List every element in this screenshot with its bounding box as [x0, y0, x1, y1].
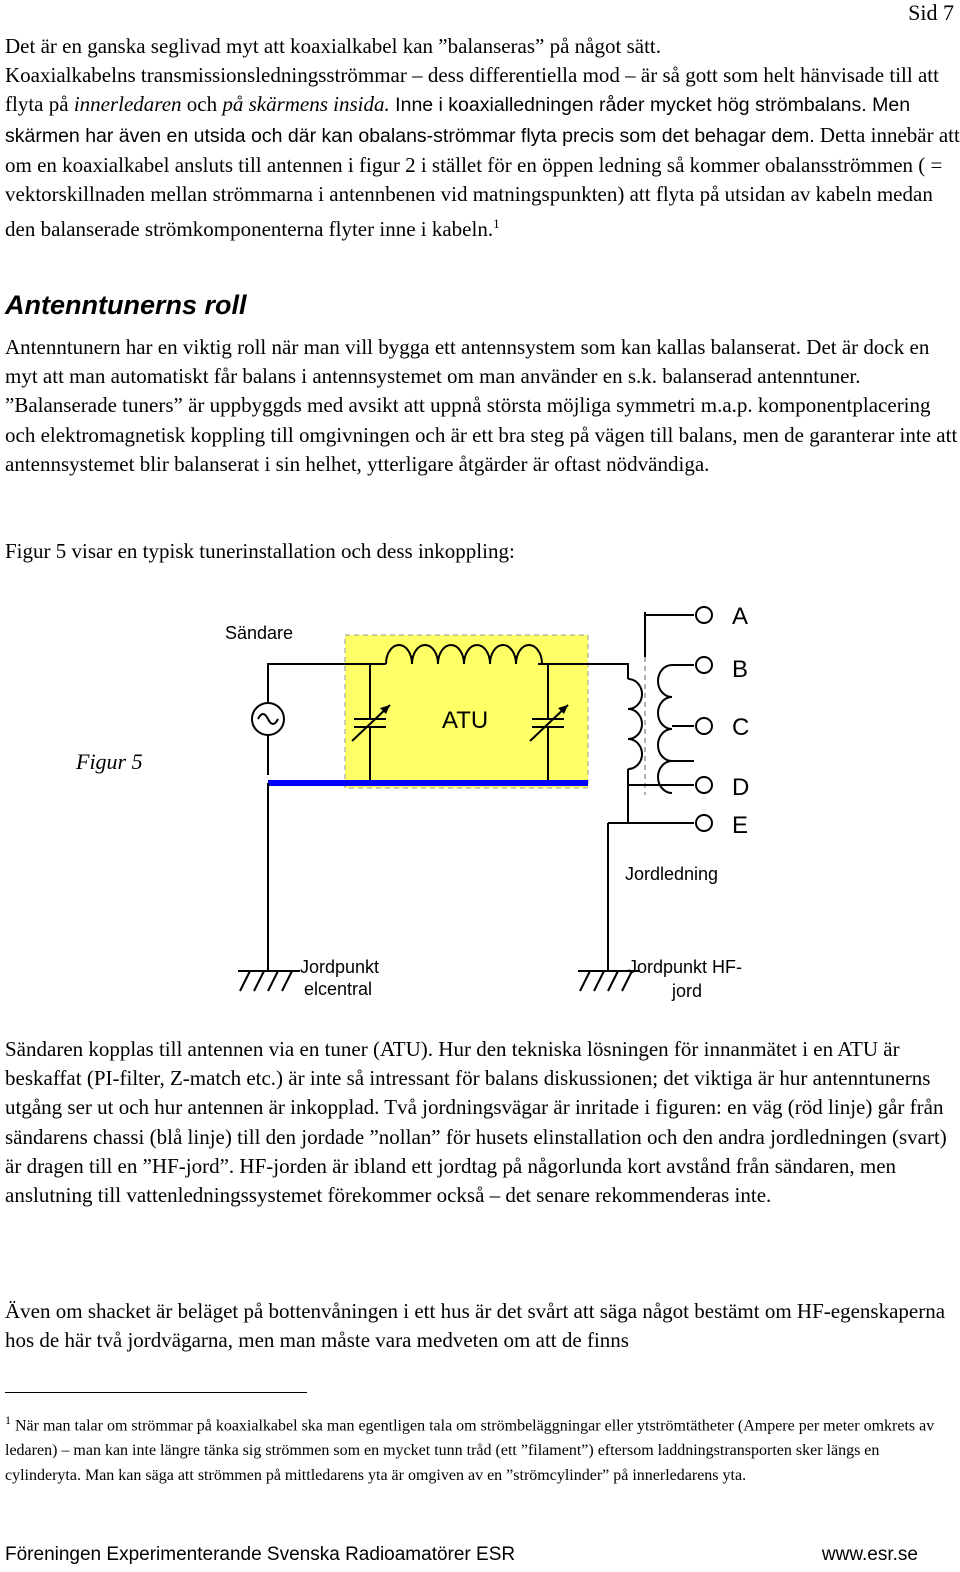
footnote	[5, 1408, 955, 1489]
intro-paragraph	[5, 32, 960, 244]
terminal-c	[696, 718, 712, 734]
transformer-secondary	[658, 665, 672, 793]
footnote-text: När man talar om strömmar på koaxialkabel ska man egentligen tala om strömbeläggningar eller ytströmtätheter (Ampere per meter omkrets av ledaren) – man kan inte längre tänka sig strömmen som en mycket tunn tråd (ett ”filament”) eftersom laddningstransporten sker längs en cylinderyta. Man kan säga att strömmen på mittledarens yta är omgiven av en ”strömcylinder” på innerledarens yta.	[5, 1417, 935, 1484]
intro-emph-innerledaren: innerledaren	[73, 92, 182, 117]
label-sender: Sändare	[225, 623, 294, 643]
section-para-2-text: Figur 5 visar en typisk tunerinstallation och dess inkoppling:	[5, 539, 515, 563]
label-terminal-e: E	[732, 812, 749, 839]
after-figure-para-2-text: Även om shacket är beläget på bottenvåningen i ett hus är det svårt att säga något bestämt om HF-egenskaperna hos de här två jordvägarna, men man måste vara medveten om att de finns	[5, 1299, 946, 1353]
label-ground-wire: Jordledning	[625, 864, 719, 884]
label-terminal-a: A	[732, 603, 749, 630]
terminal-b	[696, 657, 712, 673]
ground-symbol-elcentral	[240, 971, 292, 991]
label-terminal-c: C	[732, 714, 750, 741]
after-figure-paragraph-2	[5, 1297, 960, 1355]
intro-sentence-2b: och	[181, 92, 223, 117]
intro-sentence-4: Detta innebär att om en koaxialkabel ansluts till antennen i figur 2 i stället för en öppen ledning så kommer obalansströmmen ( = vektorskillnaden mellan strömmarna i antennbenen vid matningspunkten) att flyta på utsidan av kabeln medan den balanserade strömkomponenterna flyter inne i kabeln.	[5, 122, 960, 242]
terminal-e	[696, 815, 712, 831]
section-para-1-text: Antenntunern har en viktig roll när man vill bygga ett antennsystem som kan kallas balanserat. Det är dock en myt att man automatiskt får balans i antennsystemet om man använder en s.k. balanserad antenntuner. ”Balanserade tuners” är uppbyggds med avsikt att uppnå största möjliga symmetri m.a.p. komponentplacering och elektromagnetisk koppling till omgivningen och är ett bra steg på vägen till balans, men de garanterar inte att antennsystemet blir balanserat i sin helhet, ytterligare åtgärder är oftast nödvändiga.	[5, 335, 958, 476]
ground-symbol-hf	[580, 971, 632, 991]
terminal-d	[696, 777, 712, 793]
footnote-number: 1	[5, 1413, 11, 1427]
page-number: Sid 7	[908, 0, 954, 25]
label-ground-elcentral-2: elcentral	[304, 979, 373, 999]
section-paragraph-2	[5, 537, 960, 566]
label-terminal-d: D	[732, 774, 750, 801]
intro-sentence-3: Inne i koaxialledningen råder mycket hög strömbalans. Men skärmen har även en utsida och där kan obalans-strömmar flyta precis som det behagar dem.	[5, 94, 911, 147]
intro-sentence-2a: Koaxialkabelns transmissionsledningsströmmar – dess differentiella mod – är så gott som helt hänvisade till att flyta på	[5, 63, 939, 117]
figure-caption: Figur 5	[76, 749, 143, 774]
transformer-primary	[628, 679, 642, 769]
terminal-a	[696, 607, 712, 623]
footnote-divider	[5, 1392, 307, 1393]
circuit-diagram	[220, 595, 780, 1015]
label-terminal-b: B	[732, 656, 749, 683]
label-ground-hf-1: Jordpunkt HF-	[628, 957, 743, 977]
section-heading: Antenntunerns roll	[5, 290, 247, 320]
label-atu: ATU	[442, 707, 489, 734]
section-paragraph-1	[5, 333, 960, 479]
after-figure-paragraph-1	[5, 1035, 960, 1210]
footnote-ref[interactable]: 1	[493, 216, 500, 232]
intro-sentence-1: Det är en ganska seglivad myt att koaxialkabel kan ”balanseras” på något sätt.	[5, 34, 662, 58]
label-ground-hf-2: jord	[672, 981, 703, 1001]
label-ground-elcentral-1: Jordpunkt	[300, 957, 380, 977]
after-figure-para-1-text: Sändaren kopplas till antennen via en tuner (ATU). Hur den tekniska lösningen för innanmätet i en ATU är beskaffat (PI-filter, Z-match etc.) är inte så intressant för balans diskussionen; det viktiga är hur antenntunerns utgång ser ut och hur antennen är inkopplad. Två jordningsvägar är inritade i figuren: en väg (röd linje) går från sändarens chassi (blå linje) till den jordade ”nollan” för husets elinstallation och den andra jordledningen (svart) är dragen till en ”HF-jord”. HF-jorden är ibland ett jordtag på någorlunda kort avstånd från sändaren, men anslutning till vattenledningssystemet förekommer också – det senare rekommenderas inte.	[5, 1037, 947, 1208]
footer-organization: Föreningen Experimenterande Svenska Radioamatörer ESR	[5, 1544, 516, 1565]
footer-website-link[interactable]: www.esr.se	[821, 1544, 918, 1565]
intro-emph-skarmens-insida: på skärmens insida.	[222, 92, 390, 117]
